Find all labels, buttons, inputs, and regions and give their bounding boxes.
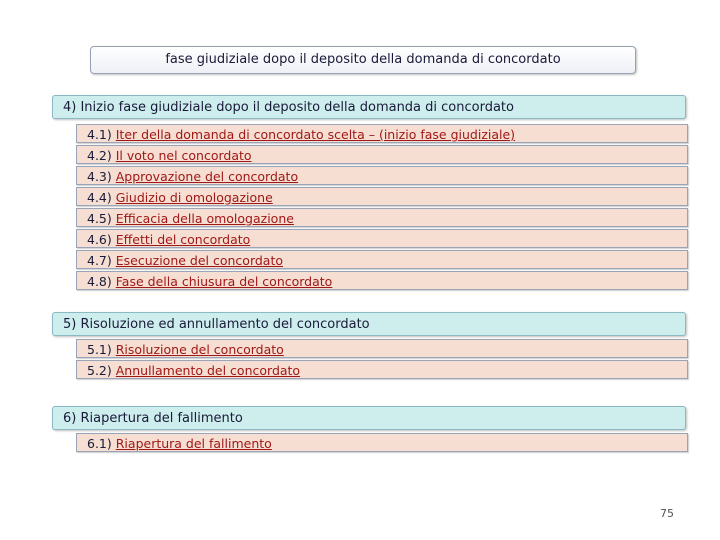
item-link[interactable]: Esecuzione del concordato [115, 253, 284, 268]
item-link[interactable]: Riapertura del fallimento [115, 436, 272, 451]
item-link[interactable]: Risoluzione del concordato [115, 342, 284, 357]
item-number: 4.7) [87, 253, 112, 268]
item-link[interactable]: Iter della domanda di concordato scelta – (inizio fase giudiziale) [115, 127, 516, 142]
item-number: 4.5) [87, 211, 112, 226]
list-item-5-2[interactable] [76, 360, 688, 379]
page-number: 75 [660, 507, 674, 520]
item-number: 5.2) [87, 363, 112, 378]
item-number: 4.1) [87, 127, 112, 142]
item-number: 6.1) [87, 436, 112, 451]
item-number: 4.2) [87, 148, 112, 163]
item-link[interactable]: Efficacia della omologazione [115, 211, 294, 226]
list-item-5-1[interactable] [76, 339, 688, 358]
item-number: 4.8) [87, 274, 112, 289]
slide-title: fase giudiziale dopo il deposito della domanda di concordato [90, 46, 636, 74]
list-item-6-1[interactable] [76, 433, 688, 452]
list-item-4-6[interactable] [76, 229, 688, 248]
list-item-4-4[interactable] [76, 187, 688, 206]
section-heading-4: 4) Inizio fase giudiziale dopo il deposito della domanda di concordato [52, 95, 686, 119]
item-number: 4.4) [87, 190, 112, 205]
list-item-4-5[interactable] [76, 208, 688, 227]
item-link[interactable]: Annullamento del concordato [115, 363, 301, 378]
list-item-4-3[interactable] [76, 166, 688, 185]
list-item-4-1[interactable] [76, 124, 688, 143]
item-link[interactable]: Giudizio di omologazione [115, 190, 273, 205]
section-heading-6: 6) Riapertura del fallimento [52, 406, 686, 430]
list-item-4-7[interactable] [76, 250, 688, 269]
item-link[interactable]: Fase della chiusura del concordato [115, 274, 333, 289]
item-number: 5.1) [87, 342, 112, 357]
item-number: 4.3) [87, 169, 112, 184]
item-link[interactable]: Approvazione del concordato [115, 169, 299, 184]
item-link[interactable]: Il voto nel concordato [115, 148, 252, 163]
list-item-4-8[interactable] [76, 271, 688, 290]
section-heading-5: 5) Risoluzione ed annullamento del concordato [52, 312, 686, 336]
list-item-4-2[interactable] [76, 145, 688, 164]
item-link[interactable]: Effetti del concordato [115, 232, 251, 247]
item-number: 4.6) [87, 232, 112, 247]
